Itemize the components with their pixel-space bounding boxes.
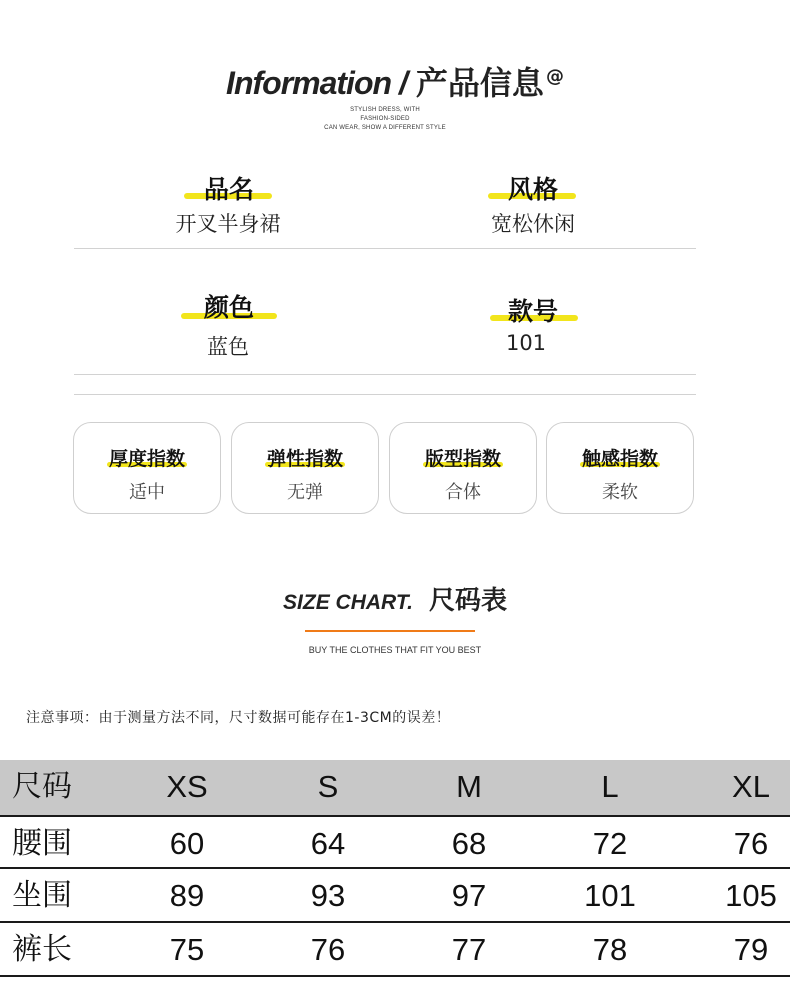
size-chart-accent-rule <box>305 630 475 632</box>
size-chart-subtitle: BUY THE CLOTHES THAT FIT YOU BEST <box>308 645 482 655</box>
size-header-label: 尺码 <box>12 769 72 804</box>
product-name-value: 开叉半身裙 <box>175 212 281 236</box>
hip-m: 97 <box>451 878 487 913</box>
elasticity-index-value: 无弹 <box>287 482 323 503</box>
tagline-line-3: CAN WEAR, SHOW A DIFFERENT STYLE <box>324 125 446 131</box>
size-header-xl: XL <box>732 769 770 804</box>
length-l: 78 <box>592 932 628 967</box>
size-header-s: S <box>317 769 339 804</box>
length-s: 76 <box>310 932 346 967</box>
waist-row <box>0 815 790 869</box>
fit-index-label: 版型指数 <box>424 448 501 470</box>
length-row <box>0 923 790 977</box>
waist-m: 68 <box>451 826 487 861</box>
info-divider-3 <box>74 394 696 395</box>
length-m: 77 <box>451 932 487 967</box>
waist-xl: 76 <box>733 826 769 861</box>
waist-xs: 60 <box>169 826 205 861</box>
elasticity-index-label: 弹性指数 <box>266 448 343 470</box>
touch-index-label: 触感指数 <box>581 448 658 470</box>
waist-label: 腰围 <box>12 826 72 861</box>
hip-xs: 89 <box>169 878 205 913</box>
size-header-m: M <box>456 769 482 804</box>
hip-label: 坐围 <box>12 878 72 913</box>
thickness-index-label: 厚度指数 <box>108 448 185 470</box>
hip-xl: 105 <box>725 878 777 913</box>
length-label: 裤长 <box>12 932 72 967</box>
model-no-label: 款号 <box>507 297 558 326</box>
measurement-note: 注意事项：由于测量方法不同，尺寸数据可能存在1-3CM的误差！ <box>26 710 451 726</box>
length-xl: 79 <box>733 932 769 967</box>
size-chart-title-cn: 尺码表 <box>428 586 507 616</box>
thickness-index-value: 适中 <box>129 482 165 503</box>
tagline-line-1: STYLISH DRESS, WITH <box>350 107 420 113</box>
info-title <box>0 58 790 104</box>
size-chart-title <box>0 580 790 624</box>
color-value: 蓝色 <box>207 335 249 359</box>
hip-row <box>0 869 790 923</box>
info-divider-1 <box>74 248 696 249</box>
info-title-separator: / <box>399 65 408 101</box>
waist-s: 64 <box>310 826 346 861</box>
info-divider-2 <box>74 374 696 375</box>
size-table-header-row <box>0 760 790 815</box>
length-xs: 75 <box>169 932 205 967</box>
hip-s: 93 <box>310 878 346 913</box>
touch-index-value: 柔软 <box>602 482 638 503</box>
fit-index-value: 合体 <box>445 482 481 503</box>
product-name-label: 品名 <box>203 175 254 204</box>
info-title-cn: 产品信息 <box>415 64 544 102</box>
size-header-l: L <box>601 769 619 804</box>
style-label: 风格 <box>507 175 558 204</box>
size-chart-title-en: SIZE CHART. <box>283 591 413 614</box>
tagline-line-2: FASHION-SIDED <box>360 116 410 122</box>
info-title-en: Information <box>226 65 392 101</box>
hip-l: 101 <box>584 878 636 913</box>
size-table <box>0 760 790 977</box>
model-no-value: 101 <box>505 331 547 355</box>
style-value: 宽松休闲 <box>491 212 575 236</box>
info-title-mark: @ <box>545 66 564 87</box>
size-header-xs: XS <box>166 769 208 804</box>
waist-l: 72 <box>592 826 628 861</box>
color-label: 颜色 <box>203 293 254 322</box>
